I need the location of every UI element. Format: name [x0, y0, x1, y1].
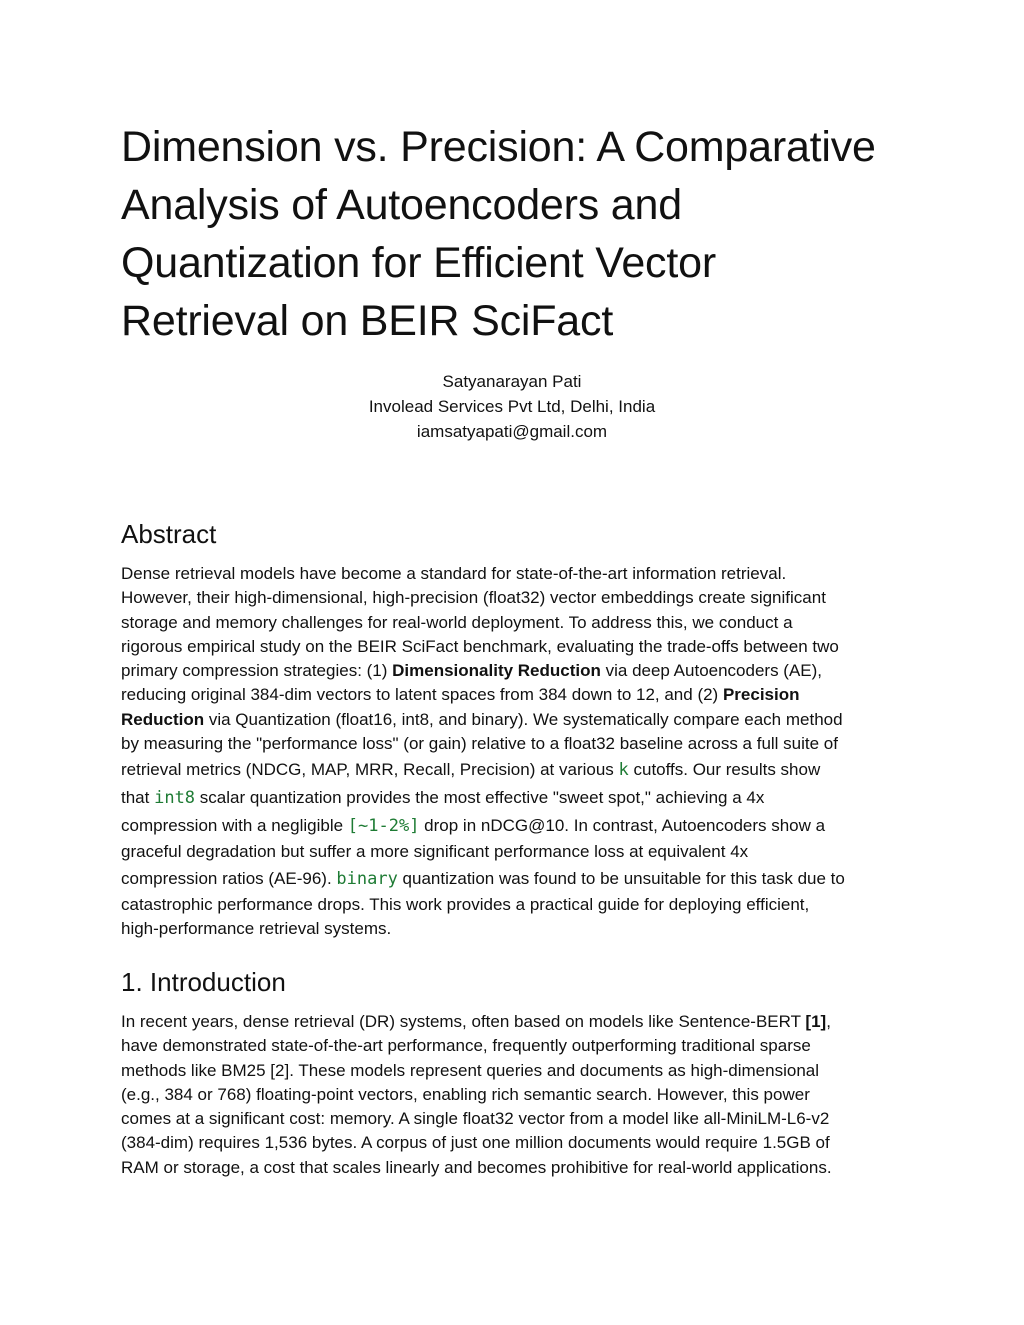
abstract-line [121, 865, 921, 893]
abstract-line: storage and memory challenges for real-world deployment. To address this, we conduct a [121, 612, 793, 632]
title-line: Dimension vs. Precision: A Comparative [121, 123, 876, 171]
inline-code: binary [336, 868, 398, 889]
text-run: compression ratios (AE-96). [121, 868, 337, 888]
text-run: reducing original 384-dim vectors to latent spaces from 384 down to 12, and (2) [121, 685, 723, 705]
abstract-body [121, 562, 921, 941]
title-line: Retrieval on BEIR SciFact [121, 297, 614, 345]
abstract-line: rigorous empirical study on the BEIR SciFact benchmark, evaluating the trade-offs between two [121, 636, 839, 656]
title-line: Quantization for Efficient Vector [121, 239, 716, 287]
text-run: cutoffs. Our results show [628, 760, 821, 780]
text-run: quantization was found to be unsuitable for this task due to [397, 868, 845, 888]
title-line: Analysis of Autoencoders and [121, 181, 682, 229]
abstract-line [121, 708, 921, 732]
abstract-line [121, 812, 921, 840]
paper-title [121, 118, 921, 350]
introduction-heading: 1. Introduction [121, 967, 286, 997]
inline-code: int8 [154, 788, 196, 809]
text-run: via Quantization (float16, int8, and binary). We systematically compare each method [204, 709, 843, 729]
text-run: primary compression strategies: (1) [121, 661, 393, 681]
abstract-line [121, 784, 921, 812]
abstract-line [121, 659, 921, 683]
bold-term: Precision [722, 685, 800, 705]
author-block [0, 369, 1024, 444]
intro-line: have demonstrated state-of-the-art performance, frequently outperforming traditional sparse [121, 1036, 811, 1056]
introduction-body [121, 1010, 921, 1180]
abstract-heading: Abstract [121, 519, 217, 549]
text-run: scalar quantization provides the most effective "sweet spot," achieving a 4x [195, 788, 765, 808]
author-affiliation: Involead Services Pvt Ltd, Delhi, India [368, 397, 656, 416]
text-run: drop in nDCG@10. In contrast, Autoencoders show a [419, 816, 826, 836]
abstract-line [121, 756, 921, 784]
text-run: compression with a negligible [121, 816, 348, 836]
text-run: that [121, 788, 155, 808]
intro-line: methods like BM25 [2]. These models represent queries and documents as high-dimensional [121, 1060, 820, 1080]
abstract-line: catastrophic performance drops. This work provides a practical guide for deploying efficient, [121, 894, 810, 914]
abstract-line: graceful degradation but suffer a more significant performance loss at equivalent 4x [121, 842, 749, 862]
abstract-line: Dense retrieval models have become a standard for state-of-the-art information retrieval. [121, 564, 787, 583]
text-run: In recent years, dense retrieval (DR) systems, often based on models like Sentence-BERT [121, 1012, 806, 1031]
abstract-line [121, 683, 921, 707]
intro-line: RAM or storage, a cost that scales linearly and becomes prohibitive for real-world applications. [121, 1157, 832, 1177]
inline-code: [~1-2%] [347, 816, 420, 837]
author-name: Satyanarayan Pati [442, 372, 582, 391]
intro-line [121, 1010, 921, 1034]
abstract-line: by measuring the "performance loss" (or gain) relative to a float32 baseline across a full suite of [121, 734, 838, 754]
inline-code: k [618, 760, 629, 781]
intro-line: (e.g., 384 or 768) floating-point vectors, enabling rich semantic search. However, this power [121, 1084, 810, 1104]
abstract-line: However, their high-dimensional, high-precision (float32) vector embeddings create significant [121, 588, 826, 608]
intro-line: comes at a significant cost: memory. A single float32 vector from a model like all-MiniLM-L6-v2 [121, 1109, 830, 1129]
bold-term: Dimensionality Reduction [392, 661, 601, 681]
text-run: retrieval metrics (NDCG, MAP, MRR, Recall, Precision) at various [121, 760, 619, 780]
bold-term: Reduction [121, 709, 205, 729]
text-run: , [826, 1012, 831, 1031]
author-email: iamsatyapati@gmail.com [416, 422, 608, 441]
citation-link[interactable]: [1] [805, 1012, 827, 1031]
text-run: via deep Autoencoders (AE), [600, 661, 823, 681]
intro-line: (384-dim) requires 1,536 bytes. A corpus of just one million documents would require 1.5GB of [121, 1133, 830, 1153]
abstract-line: high-performance retrieval systems. [121, 918, 392, 938]
